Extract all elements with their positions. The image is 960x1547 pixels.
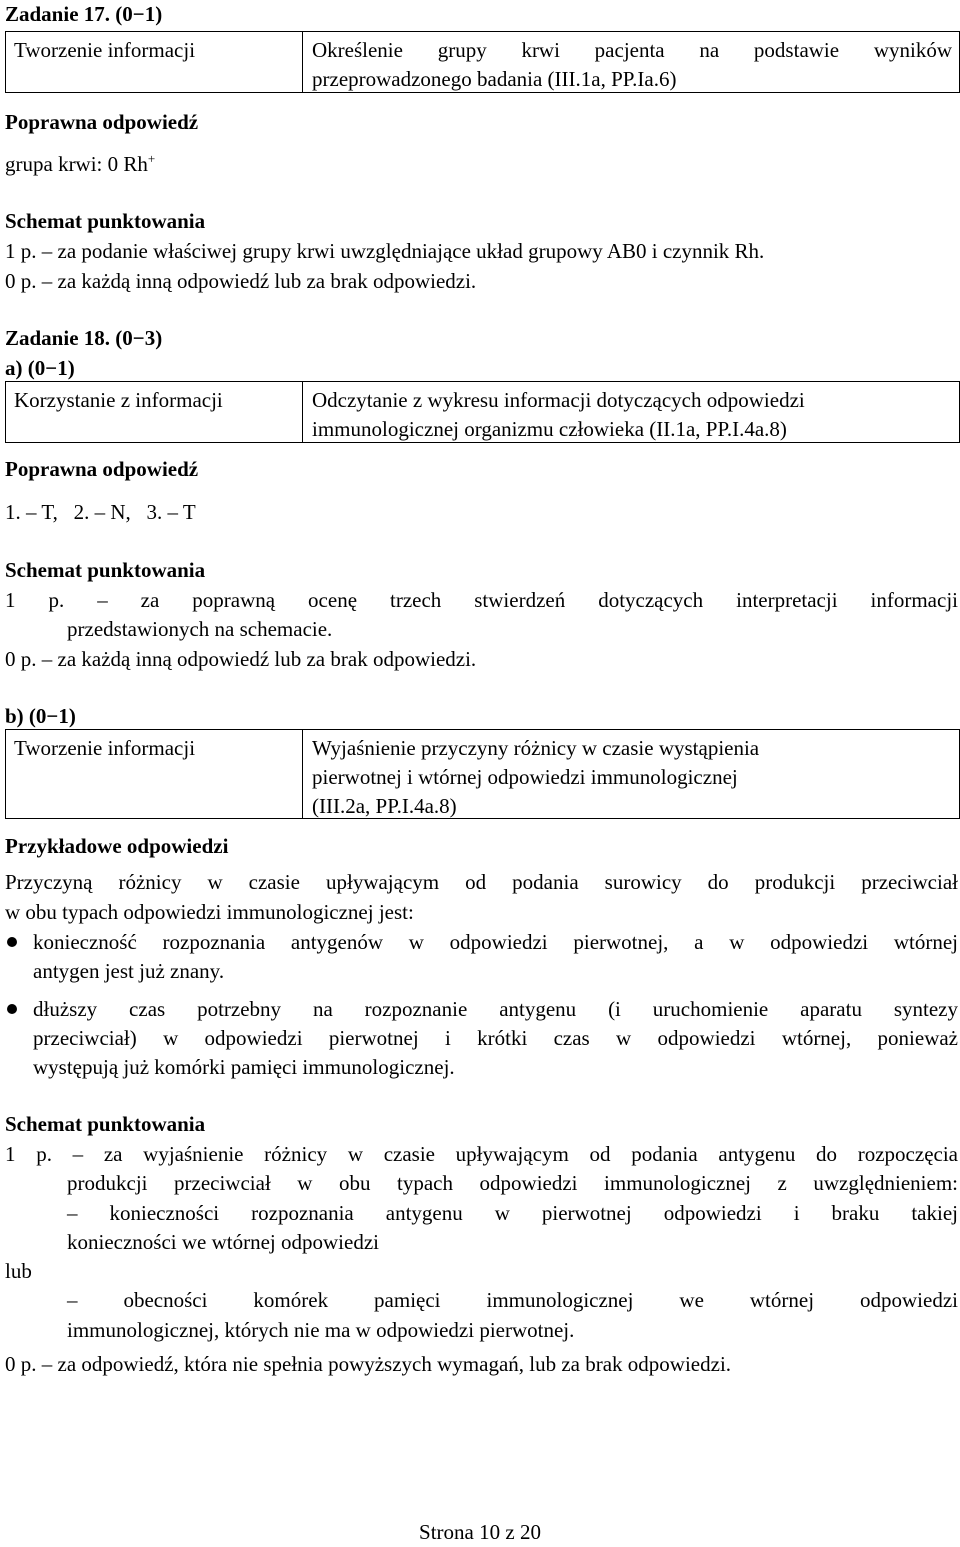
task-18b-requirement	[312, 734, 952, 821]
task-18b-score-1-line-2: produkcji przeciwciał w obu typach odpowiedzi immunologicznej z uwzględnieniem:	[67, 1171, 958, 1195]
task-18b-bullet-1-line-2: antygen jest już znany.	[33, 959, 225, 983]
task-18b-score-1-line-5: – obecności komórek pamięci immunologicznej we wtórnej odpowiedzi	[67, 1288, 958, 1312]
task-18a-requirement	[312, 386, 952, 444]
task-18a-score-1-line-2: przedstawionych na schemacie.	[67, 617, 333, 641]
task-18b-bullet-2-line-3: występują już komórki pamięci immunologicznej.	[33, 1055, 455, 1079]
task-18b-score-1-line-3: – konieczności rozpoznania antygenu w pierwotnej odpowiedzi i braku takiej	[67, 1201, 958, 1225]
task-18b-answers-heading: Przykładowe odpowiedzi	[5, 834, 229, 858]
task-18a-scoring-heading: Schemat punktowania	[5, 558, 206, 582]
task-17-title: Zadanie 17. (0−1)	[5, 2, 163, 26]
task-18a-requirement-line-2: immunologicznej organizmu człowieka (II.1a, PP.I.4a.8)	[312, 417, 787, 441]
task-18a-score-0: 0 p. – za każdą inną odpowiedź lub za brak odpowiedzi.	[5, 647, 477, 671]
task-17-scoring-heading: Schemat punktowania	[5, 209, 206, 233]
task-18b-requirement-line-1: Wyjaśnienie przyczyny różnicy w czasie wystąpienia	[312, 736, 760, 760]
task-18a-answer-heading: Poprawna odpowiedź	[5, 457, 199, 481]
task-18b-bullet-1-line-1: konieczność rozpoznania antygenów w odpowiedzi pierwotnej, a w odpowiedzi wtórnej	[33, 930, 958, 954]
task-18b-score-1-line-4: konieczności we wtórnej odpowiedzi	[67, 1230, 379, 1254]
task-18b-scoring-heading: Schemat punktowania	[5, 1112, 206, 1136]
task-17-answer-sup: +	[147, 151, 156, 166]
task-18-title: Zadanie 18. (0−3)	[5, 326, 163, 350]
task-17-score-1: 1 p. – za podanie właściwej grupy krwi uwzględniające układ grupowy AB0 i czynnik Rh.	[5, 239, 765, 263]
task-18a-answer: 1. – T, 2. – N, 3. – T	[5, 500, 196, 524]
task-18b-requirement-line-2: pierwotnej i wtórnej odpowiedzi immunologicznej	[312, 765, 738, 789]
task-18a-skill: Korzystanie z informacji	[14, 388, 223, 412]
task-18b-score-0: 0 p. – za odpowiedź, która nie spełnia powyższych wymagań, lub za brak odpowiedzi.	[5, 1352, 732, 1376]
bullet-icon	[7, 1004, 17, 1014]
task-17-requirement-line-2: przeprowadzonego badania (III.1a, PP.Ia.6)	[312, 67, 677, 91]
table-divider	[302, 32, 303, 92]
task-18a-score-1-line-1: 1 p. – za poprawną ocenę trzech stwierdzeń dotyczących interpretacji informacji	[5, 588, 958, 612]
task-18b-intro-line-1: Przyczyną różnicy w czasie upływającym od podania surowicy do produkcji przeciwciał	[5, 870, 958, 894]
task-18b-bullet-2-line-1: dłuższy czas potrzebny na rozpoznanie antygenu (i uruchomienie aparatu syntezy	[33, 997, 958, 1021]
task-18b-score-1-line-6: immunologicznej, których nie ma w odpowiedzi pierwotnej.	[67, 1318, 575, 1342]
table-divider	[302, 382, 303, 442]
task-17-requirements-table	[5, 31, 960, 93]
task-17-skill: Tworzenie informacji	[14, 38, 196, 62]
task-18b-requirements-table	[5, 729, 960, 819]
task-18a-requirements-table	[5, 381, 960, 443]
page-footer: Strona 10 z 20	[419, 1520, 541, 1544]
task-17-answer	[5, 150, 155, 179]
table-divider	[302, 730, 303, 818]
bullet-icon	[7, 937, 17, 947]
task-18b-skill: Tworzenie informacji	[14, 736, 196, 760]
task-17-score-0: 0 p. – za każdą inną odpowiedź lub za brak odpowiedzi.	[5, 269, 477, 293]
task-18b-intro-line-2: w obu typach odpowiedzi immunologicznej jest:	[5, 900, 414, 924]
task-18b-bullet-2-line-2: przeciwciał) w odpowiedzi pierwotnej i krótki czas w odpowiedzi wtórnej, ponieważ	[33, 1026, 958, 1050]
task-18b-score-1-line-1: 1 p. – za wyjaśnienie różnicy w czasie upływającym od podania antygenu do rozpoczęcia	[5, 1142, 958, 1166]
task-17-answer-text: grupa krwi: 0 Rh	[5, 152, 148, 176]
task-18b-or: lub	[5, 1259, 32, 1283]
task-18b-requirement-line-3: (III.2a, PP.I.4a.8)	[312, 794, 457, 818]
task-17-requirement-line-1: Określenie grupy krwi pacjenta na podstawie wyników	[312, 38, 952, 62]
task-17-answer-heading: Poprawna odpowiedź	[5, 110, 199, 134]
task-17-requirement	[312, 36, 952, 94]
task-18a-requirement-line-1: Odczytanie z wykresu informacji dotyczących odpowiedzi	[312, 388, 805, 412]
task-18a-title: a) (0−1)	[5, 356, 75, 380]
task-18b-title: b) (0−1)	[5, 704, 76, 728]
